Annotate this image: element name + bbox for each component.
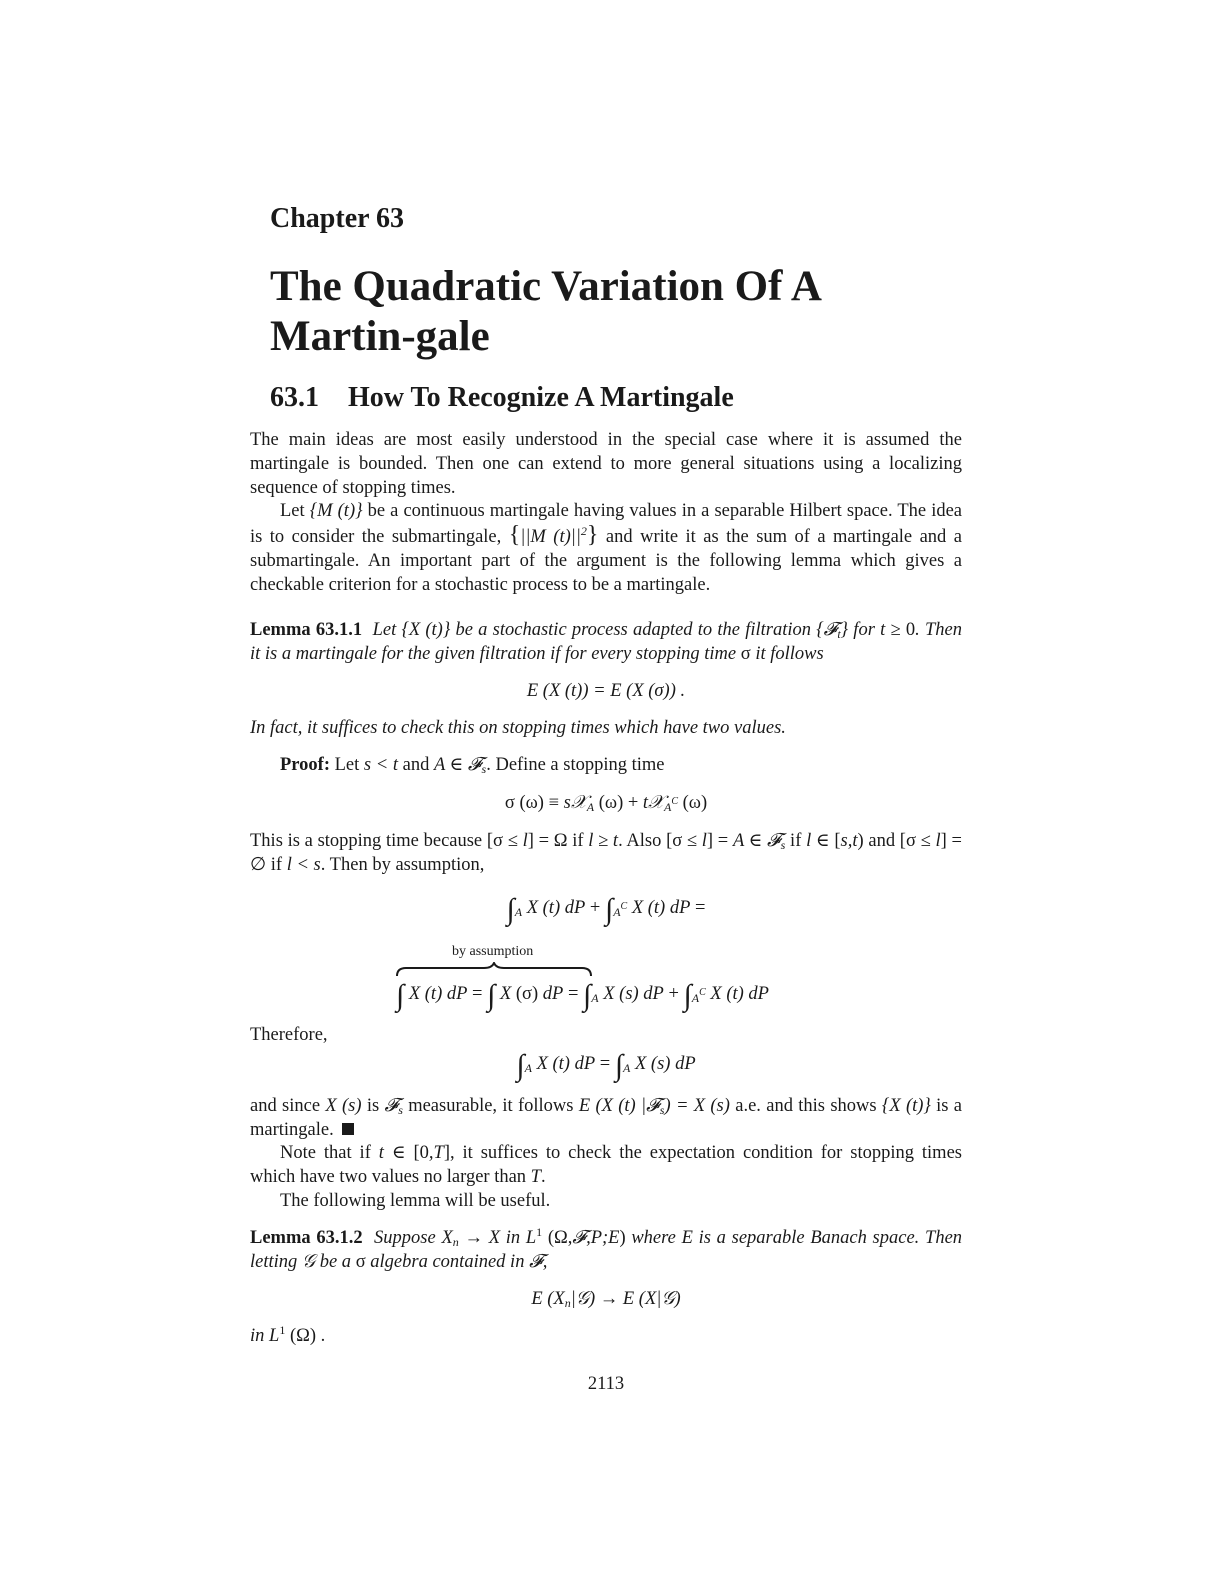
stopping-time-equation: σ (ω) ≡ s𝒳$_A$ (ω) + t𝒳$_{A^C}$ (ω) — [504, 793, 708, 814]
lemma2-tail: in $L^1$ (Ω) . — [250, 1323, 326, 1346]
paragraph-stopping-reason: This is a stopping time because [σ ≤ l] = Ω if l ≥ t. Also [σ ≤ l] = A ∈ 𝓕$_s$ if l ∈ [s,t) and [σ ≤ l] = ∅ if l < s. Then by assumption, — [250, 831, 962, 875]
lemma-equation: E (X (t)) = E (X (σ)) . — [526, 681, 686, 701]
therefore-label: Therefore, — [250, 1025, 328, 1045]
lemma-63-1-1: Lemma 63.1.1 Let {X (t)} be a stochastic process adapted to the filtration {𝓕$_t$} for t ≥ 0. Then it is a martingale for the given filtration if for every stopping time σ it follows — [250, 620, 963, 664]
lemma-label: Lemma 63.1.1 — [250, 620, 363, 640]
lemma-tail: In fact, it suffices to check this on stopping times which have two values. — [250, 718, 786, 738]
paragraph-conclusion: and since X (s) is 𝓕$_s$ measurable, it follows E (X (t) |𝓕$_s$) = X (s) a.e. and this shows {X (t)} is a martingale. — [250, 1096, 963, 1140]
lemma2-equation: E $(X_n|𝒢) \to E$ (X|𝒢) — [531, 1289, 681, 1310]
integral-line-2: ∫ X (t) dP = ∫ X (σ) dP = $\int_A$ X (s) dP + $\int_{A^C}$ X (t) dP — [396, 979, 769, 1012]
paragraph-intro: The main ideas are most easily understood in the special case where it is assumed the martingale is bounded. Then one can extend to more general situations using a localizing sequence of stopping times. — [250, 430, 962, 498]
section-number: 63.1 — [270, 382, 319, 413]
overbrace — [396, 962, 592, 978]
chapter-label: Chapter 63 — [270, 203, 405, 234]
brace-label: by assumption — [452, 944, 534, 959]
proof-label: Proof: — [280, 755, 330, 775]
integral-line-1: $\int_A$ X (t) dP + $\int_{A^C}$ X (t) dP = — [506, 893, 706, 926]
paragraph-following: The following lemma will be useful. — [280, 1191, 551, 1211]
integral-line-3: $\int_A$ X (t) dP = $\int_A$ X (s) dP — [516, 1049, 696, 1082]
page-number: 2113 — [587, 1374, 625, 1394]
lemma2-label: Lemma 63.1.2 — [250, 1228, 363, 1248]
paragraph-submartingale: Let {M (t)} be a continuous martingale having values in a separable Hilbert space. The idea is to consider the submartingale, {||M $(t)||^2$} and write it as the sum of a martingale and a submartingale. An important part of the argument is the following lemma which gives a checkable criterion for a stochastic process to be a martingale. — [250, 501, 963, 595]
qed-square-icon — [342, 1123, 354, 1135]
section-title: How To Recognize A Martingale — [348, 382, 734, 413]
chapter-title: The Quadratic Variation Of A Martin-gale — [270, 263, 820, 360]
proof-intro: Proof: Let s < t and A ∈ 𝓕$_s$. Define a stopping time — [280, 755, 665, 776]
lemma-63-1-2: Lemma 63.1.2 Suppose $X_n \to X$ in $L^1$ (Ω,𝓕,P;E) where E is a separable Banach space. Then letting 𝒢 be a σ algebra contained in 𝓕, — [250, 1225, 963, 1272]
section-heading — [270, 382, 734, 414]
paragraph-note: Note that if t ∈ [0,T], it suffices to check the expectation condition for stopping times which have two values no larger than T. — [250, 1143, 962, 1187]
